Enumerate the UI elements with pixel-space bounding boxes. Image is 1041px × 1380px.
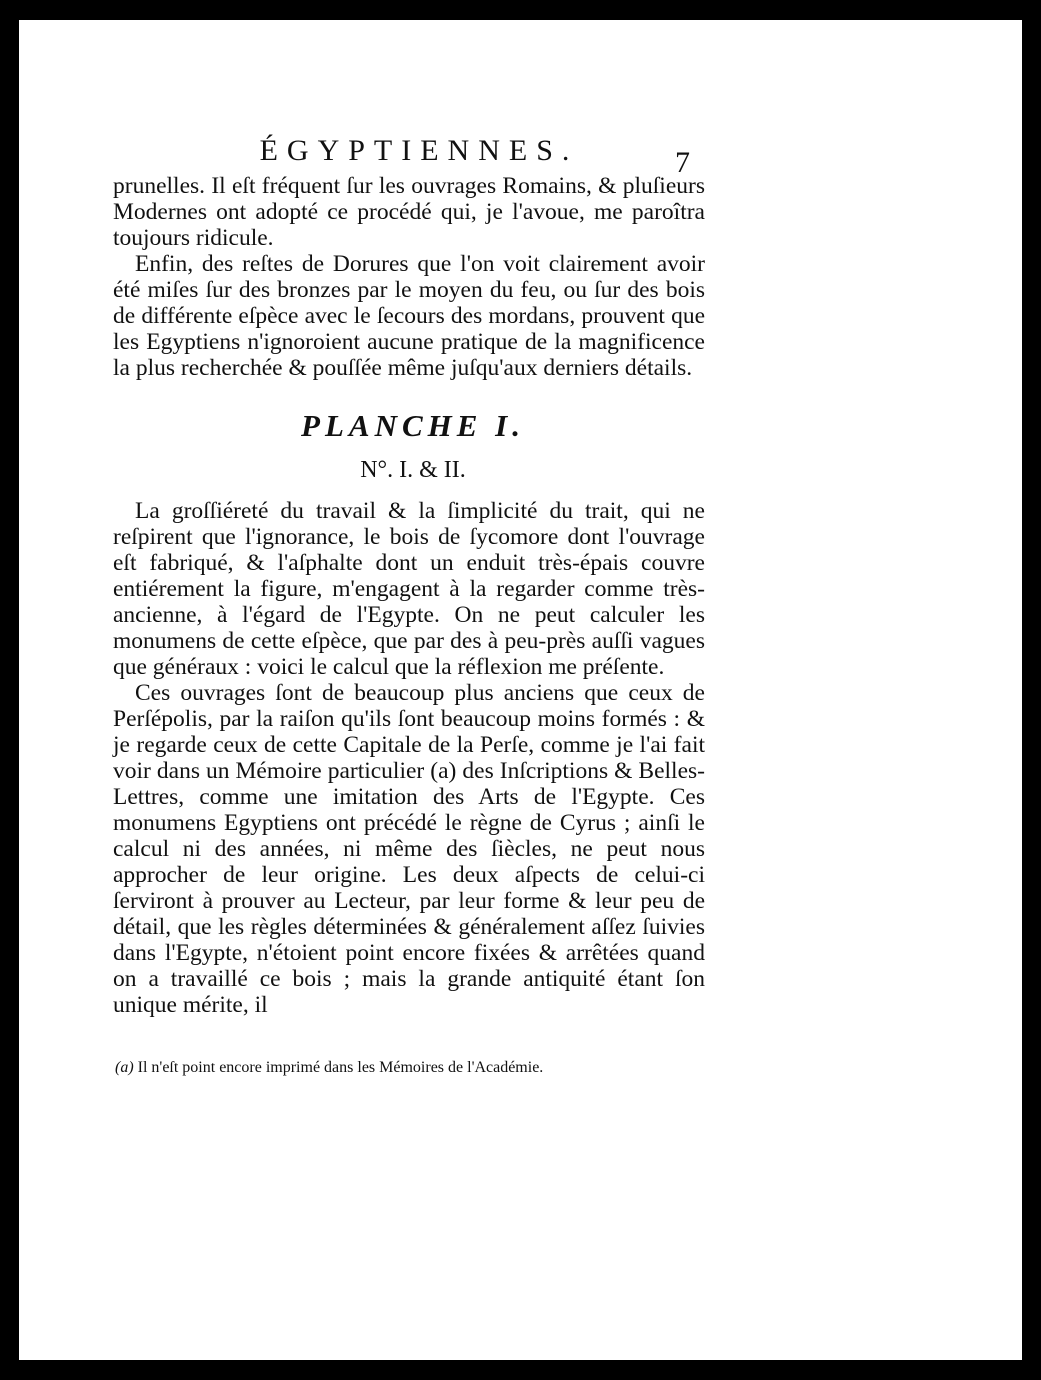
text-block-top bbox=[113, 173, 705, 381]
paragraph: prunelles. Il eſt fréquent ſur les ouvrages Romains, & pluſieurs Modernes ont adopté ce procédé qui, je l'avoue, me paroîtra toujours ridicule. bbox=[113, 173, 705, 251]
plate-title: PLANCHE I. bbox=[301, 408, 525, 443]
footnote bbox=[115, 1058, 715, 1078]
paragraph: La groſſiéreté du travail & la ſimplicité du trait, qui ne reſpirent que l'ignorance, le bois de ſycomore dont l'ouvrage eſt fabriqué, & l'aſphalte dont un enduit très-épais couvre entiérement la figure, m'engagent à la regarder comme très-ancienne, à l'égard de l'Egypte. On ne peut calculer les monumens de cette eſpèce, que par des à peu-près auſſi vagues que généraux : voici le calcul que la réflexion me préſente. bbox=[113, 498, 705, 680]
running-head bbox=[19, 134, 1022, 179]
paragraph: Ces ouvrages ſont de beaucoup plus anciens que ceux de Perſépolis, par la raiſon qu'ils ſont beaucoup moins formés : & je regarde ceux de cette Capitale de la Perſe, comme je l'ai fait voir dans un Mémoire particulier (a) des Inſcriptions & Belles-Lettres, comme une imitation des Arts de l'Egypte. Ces monumens Egyptiens ont précédé le règne de Cyrus ; ainſi le calcul ni des années, ni même des ſiècles, ne peut nous approcher de leur origine. Les deux aſpects de celui-ci ſerviront à prouver au Lecteur, par leur forme & leur peu de détail, que les règles déterminées & généralement aſſez ſuivies dans l'Egypte, n'étoient point encore fixées & arrêtées quand on a travaillé ce bois ; mais la grande antiquité étant ſon unique mérite, il bbox=[113, 680, 705, 1018]
plate-subtitle: N°. I. & II. bbox=[360, 457, 466, 483]
footnote-text: Il n'eſt point encore imprimé dans les Mémoires de l'Académie. bbox=[137, 1059, 544, 1076]
paragraph: Enfin, des reſtes de Dorures que l'on voit clairement avoir été miſes ſur des bronzes par le moyen du feu, ou ſur des bois de différente eſpèce avec le ſecours des mordans, prouvent que les Egyptiens n'ignoroient aucune pratique de la magnificence la plus recherchée & pouſſée même juſqu'aux derniers détails. bbox=[113, 251, 705, 381]
running-title: ÉGYPTIENNES. bbox=[259, 134, 579, 167]
text-block-main bbox=[113, 498, 705, 1018]
footnote-mark: (a) bbox=[115, 1059, 134, 1076]
page-number: 7 bbox=[675, 146, 690, 179]
book-page bbox=[19, 20, 1022, 1360]
